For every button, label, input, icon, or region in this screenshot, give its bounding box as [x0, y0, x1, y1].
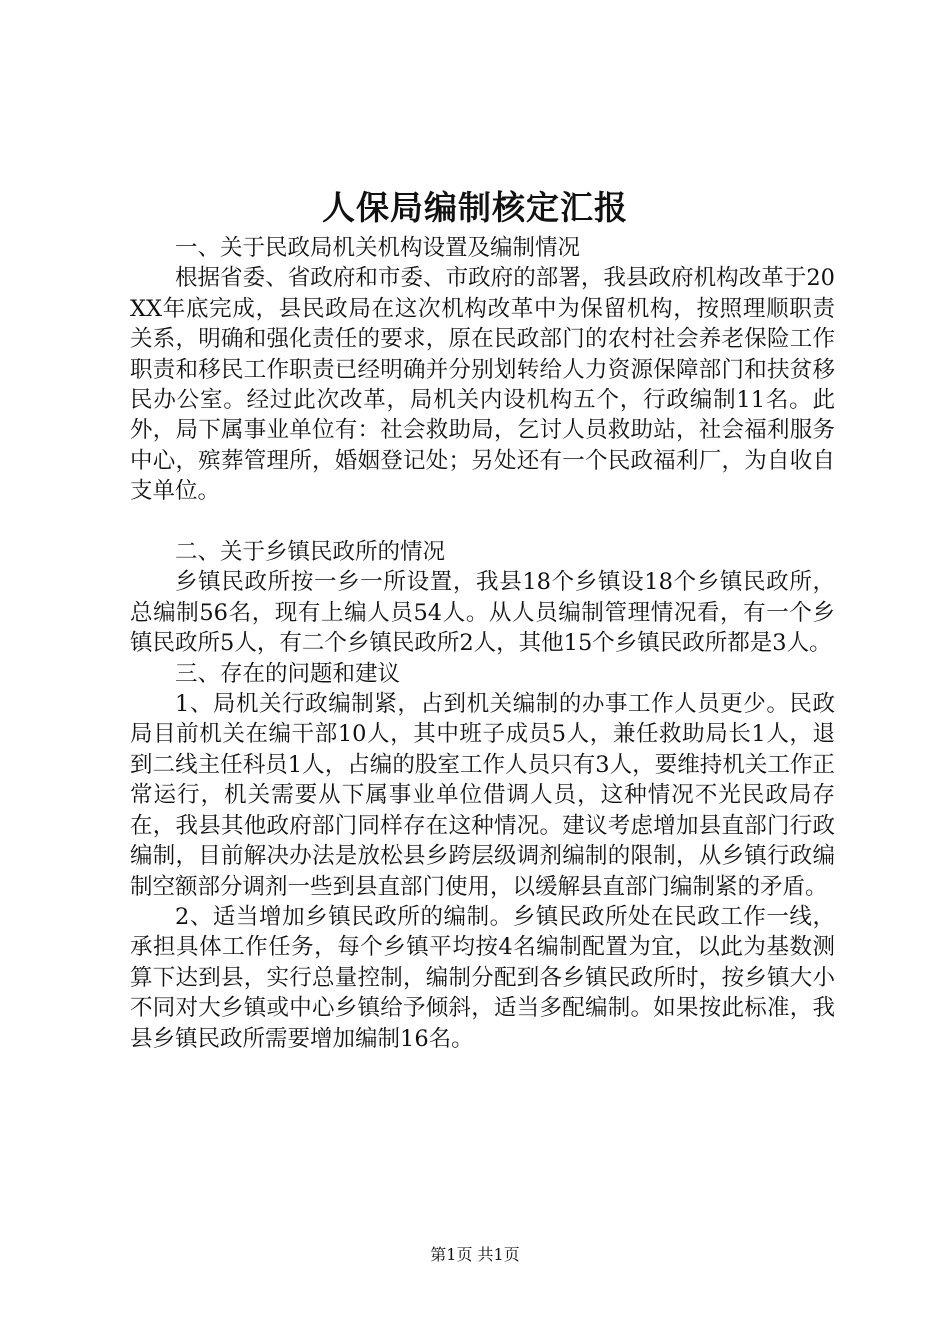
- paragraph-spacer: [130, 507, 835, 537]
- body-paragraph-4: 2、适当增加乡镇民政所的编制。乡镇民政所处在民政工作一线，承担具体工作任务，每个乡镇平均按4名编制配置为宜，以此为基数测算下达到县，实行总量控制，编制分配到各乡镇民政所时，按乡镇大小不同对大乡镇或中心乡镇给予倾斜，适当多配编制。如果按此标准，我县乡镇民政所需要增加编制16名。: [130, 903, 835, 1052]
- section-heading-2: 二、关于乡镇民政所的情况: [175, 539, 446, 566]
- body-paragraph-2: 乡镇民政所按一乡一所设置，我县18个乡镇设18个乡镇民政所，总编制56名，现有上编人员54人。从人员编制管理情况看，有一个乡镇民政所5人，有二个乡镇民政所2人，其他15个乡镇民政所都是3人。: [130, 569, 835, 657]
- section-heading-1: 一、关于民政局机关机构设置及编制情况: [175, 235, 581, 261]
- body-paragraph-3: 1、局机关行政编制紧，占到机关编制的办事工作人员更少。民政局目前机关在编干部10人，其中班子成员5人，兼任救助局长1人，退到二线主任科员1人，占编的股室工作人员只有3人，要维持机关工作正常运行，机关需要从下属事业单位借调人员，这种情况不光民政局存在，我县其他政府部门同样存在这种情况。建议考虑增加县直部门行政编制，目前解决办法是放松县乡跨层级调剂编制的限制，从乡镇行政编制空额部分调剂一些到县直部门使用，以缓解县直部门编制紧的矛盾。: [130, 691, 835, 900]
- page-footer: 第1页 共1页: [430, 1245, 520, 1264]
- body-paragraph-1: 根据省委、省政府和市委、市政府的部署，我县政府机构改革于20XX年底完成，县民政局在这次机构改革中为保留机构，按照理顺职责关系，明确和强化责任的要求，原在民政部门的农村社会养老保险工作职责和移民工作职责已经明确并分别划转给人力资源保障部门和扶贫移民办公室。经过此次改革，局机关内设机构五个，行政编制11名。此外，局下属事业单位有：社会救助局，乞讨人员救助站，社会福利服务中心，殡葬管理所，婚姻登记处；另处还有一个民政福利厂，为自收自支单位。: [130, 265, 835, 505]
- section-heading-3: 三、存在的问题和建议: [175, 660, 401, 687]
- document-body: [130, 233, 835, 1054]
- document-title: 人保局编制核定汇报: [322, 188, 628, 227]
